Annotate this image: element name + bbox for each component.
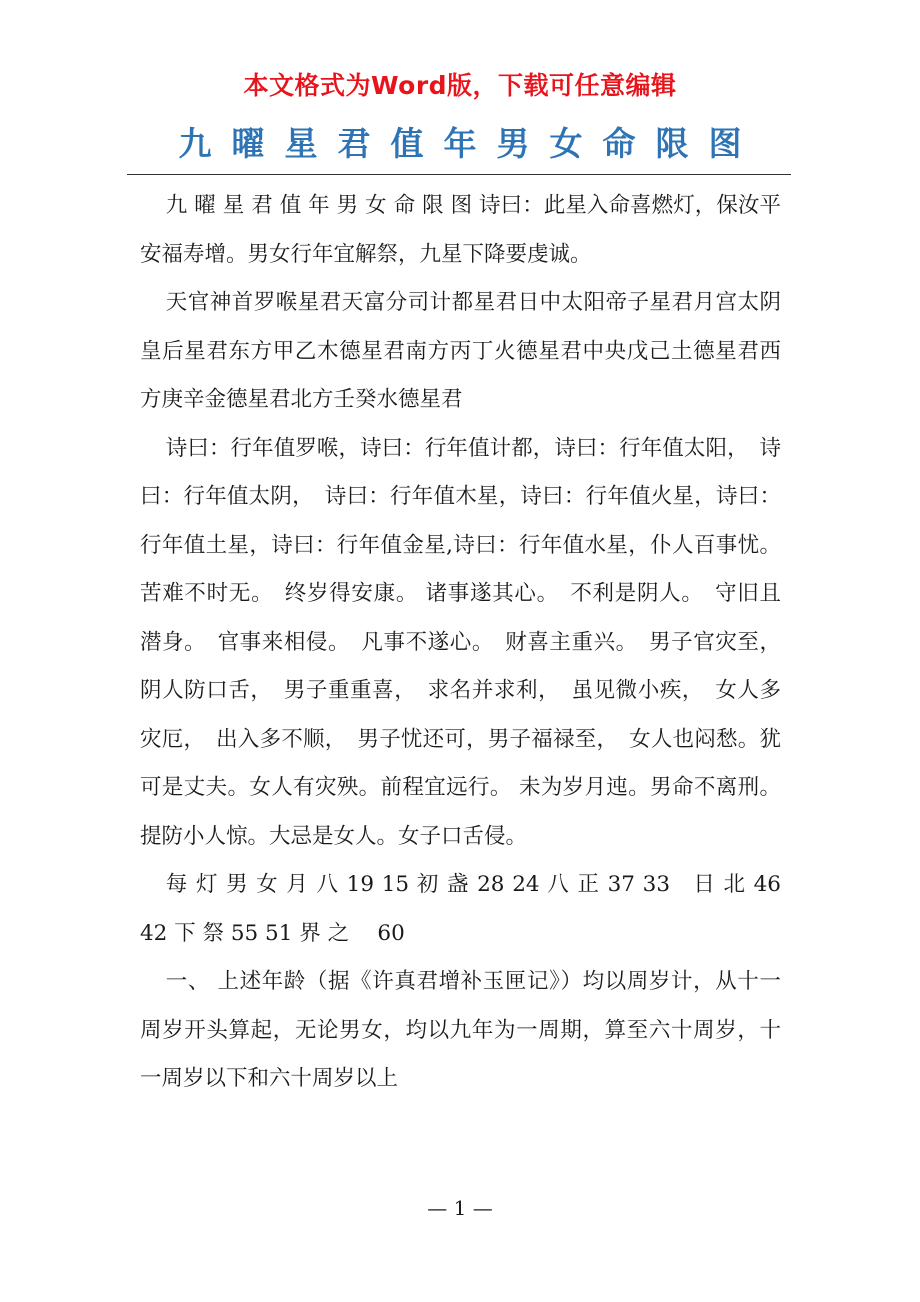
paragraph-star-gods: 天官神首罗喉星君天富分司计都星君日中太阳帝子星君月宫太阴皇后星君东方甲乙木德星君南方丙丁火德星君中央戊己土德星君西方庚辛金德星君北方壬癸水德星君 bbox=[140, 290, 781, 412]
download-banner: 本文格式为Word版，下载可任意编辑 bbox=[243, 71, 677, 100]
paragraph-verses: 诗曰：行年值罗喉，诗曰：行年值计都，诗曰：行年值太阳， 诗曰：行年值太阴， 诗曰：行年值木星，诗曰：行年值火星，诗曰：行年值土星，诗曰：行年值金星,诗曰：行年值水星，仆人百事忧。苦难不时无。 终岁得安康。 诸事遂其心。 不利是阴人。 守旧且潜身。 官事来相侵。 凡事不遂心。 财喜主重兴。 男子官灾至，阴人防口舌， 男子重重喜， 求名并求利， 虽见微小疾， 女人多灾厄， 出入多不顺， 男子忧还可，男子福禄至， 女人也闷愁。犹可是丈夫。女人有灾殃。前程宜远行。 未为岁月迍。男命不离刑。提防小人惊。大忌是女人。女子口舌侵。 bbox=[140, 435, 781, 849]
paragraph-note-one: 一、 上述年龄（据《许真君增补玉匣记》）均以周岁计，从十一周岁开头算起，无论男女，均以九年为一周期，算至六十周岁，十一周岁以下和六十周岁以上 bbox=[140, 969, 781, 1091]
document-body bbox=[140, 182, 781, 1104]
paragraph-poem: 九 曜 星 君 值 年 男 女 命 限 图 诗曰：此星入命喜燃灯，保汝平安福寿增。男女行年宜解祭，九星下降要虔诚。 bbox=[140, 193, 781, 267]
paragraph-lamp-table: 每 灯 男 女 月 八 19 15 初 盏 28 24 八 正 37 33 日 北 46 42 下 祭 55 51 界 之 60 bbox=[140, 872, 781, 946]
header-divider bbox=[127, 174, 791, 175]
document-title: 九曜星君值年男女命限图 bbox=[178, 124, 762, 163]
page-number: — 1 — bbox=[427, 1196, 493, 1220]
